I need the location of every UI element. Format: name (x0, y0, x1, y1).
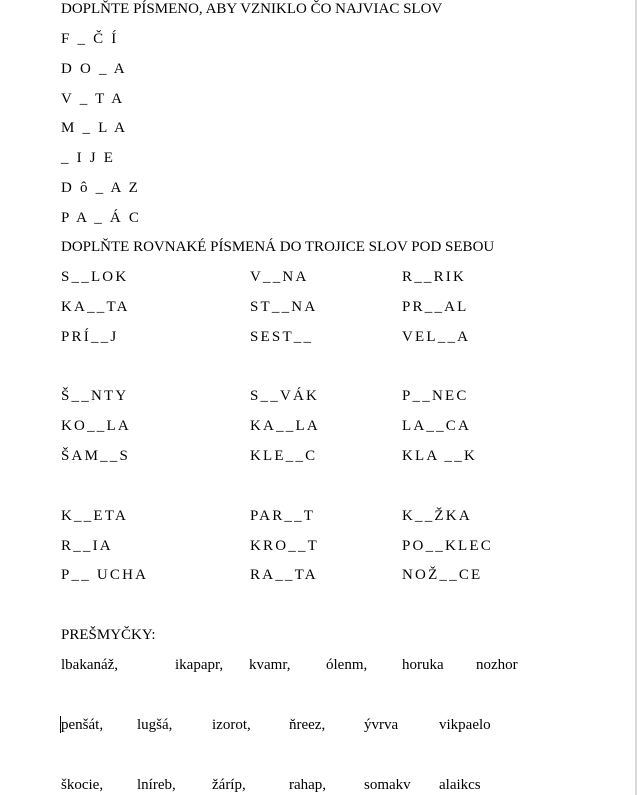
word-cell: KLE__C (250, 448, 318, 464)
word-cell: KA__TA (61, 299, 130, 315)
exercise-1-item: F _ Č Í (61, 31, 119, 47)
word-cell: P__ UCHA (61, 567, 149, 583)
exercise-1-item: P A _ Á C (61, 210, 142, 226)
exercise-1-item: D ô _ A Z (61, 180, 140, 196)
word-cell: KA__LA (250, 418, 320, 434)
word-cell: S__LOK (61, 269, 129, 285)
word-cell: Š__NTY (61, 388, 129, 404)
anagram-word: ikapapr, (175, 657, 224, 673)
anagram-word: horuka (402, 657, 444, 673)
exercise-1-item: V _ T A (61, 91, 125, 107)
heading-exercise-2: DOPLŇTE ROVNAKÉ PÍSMENÁ DO TROJICE SLOV POD SEBOU (61, 239, 495, 255)
word-cell: ŠAM__S (61, 448, 131, 464)
anagram-word: rahap, (289, 777, 327, 793)
anagram-word: izorot, (212, 717, 251, 733)
heading-exercise-1: DOPLŇTE PÍSMENO, ABY VZNIKLO ČO NAJVIAC SLOV (61, 1, 443, 17)
word-cell: LA__CA (402, 418, 472, 434)
word-cell: RA__TA (250, 567, 318, 583)
word-cell: KO__LA (61, 418, 131, 434)
word-cell: P__NEC (402, 388, 469, 404)
word-cell: S__VÁK (250, 388, 320, 404)
anagram-word: ývrva (364, 717, 399, 733)
anagram-word: škocie, (61, 777, 104, 793)
anagram-word: lugšá, (137, 717, 173, 733)
anagram-word: lníreb, (137, 777, 176, 793)
word-cell: PRÍ__J (61, 329, 119, 345)
anagram-word: ólenm, (326, 657, 368, 673)
word-cell: NOŽ__CE (402, 567, 483, 583)
word-cell: SEST__ (250, 329, 314, 345)
word-cell: R__IA (61, 538, 113, 554)
word-cell: PO__KLEC (402, 538, 493, 554)
anagram-word: ňreez, (289, 717, 326, 733)
word-cell: PR__AL (402, 299, 469, 315)
word-cell: KRO__T (250, 538, 320, 554)
word-cell: K__ŽKA (402, 508, 472, 524)
word-cell: KLA __K (402, 448, 477, 464)
word-cell: VEL__A (402, 329, 471, 345)
exercise-1-item: _ I J E (61, 150, 116, 166)
word-cell: R__RIK (402, 269, 467, 285)
anagram-word: lbakanáž, (61, 657, 119, 673)
anagram-word: penšát, (61, 717, 104, 733)
exercise-1-item: M _ L A (61, 120, 128, 136)
anagram-word: vikpaelo (439, 717, 491, 733)
anagram-word: alaikcs (439, 777, 481, 793)
word-cell: V__NA (250, 269, 309, 285)
anagram-word: nozhor (476, 657, 518, 673)
anagram-word: žáríp, (212, 777, 246, 793)
word-cell: K__ETA (61, 508, 128, 524)
word-cell: ST__NA (250, 299, 318, 315)
anagram-word: kvamr, (249, 657, 291, 673)
anagram-word: somakv (364, 777, 411, 793)
exercise-1-item: D O _ A (61, 61, 127, 77)
heading-anagrams: PREŠMYČKY: (61, 627, 156, 643)
word-cell: PAR__T (250, 508, 316, 524)
